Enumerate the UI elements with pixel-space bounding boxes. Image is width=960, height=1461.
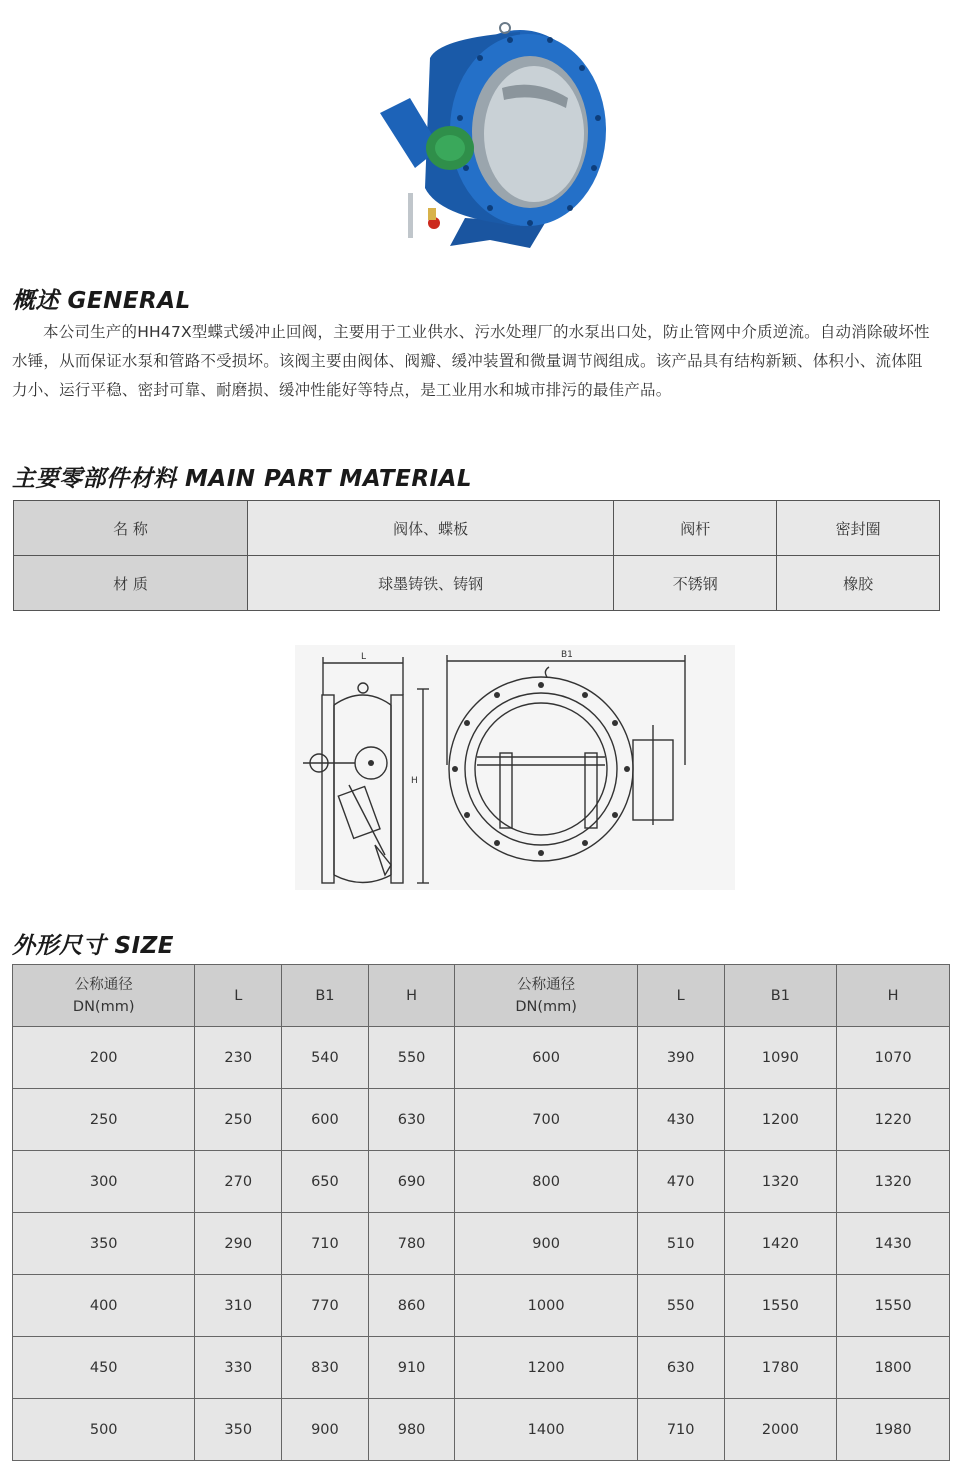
table-row bbox=[13, 1399, 950, 1461]
size-cell: 540 bbox=[282, 1027, 369, 1089]
size-cell: 1000 bbox=[455, 1275, 637, 1337]
size-cell: 510 bbox=[637, 1213, 724, 1275]
size-heading: 外形尺寸 SIZE bbox=[12, 933, 175, 959]
size-cell: 2000 bbox=[724, 1399, 837, 1461]
material-cell: 球墨铸铁、铸钢 bbox=[248, 556, 614, 611]
material-cell: 不锈钢 bbox=[614, 556, 777, 611]
table-row bbox=[14, 501, 940, 556]
header-dn: 公称通径 DN(mm) bbox=[13, 965, 195, 1027]
header-b1: B1 bbox=[282, 965, 369, 1027]
size-cell: 900 bbox=[455, 1213, 637, 1275]
table-row bbox=[13, 1213, 950, 1275]
material-cell: 阀杆 bbox=[614, 501, 777, 556]
size-cell: 1420 bbox=[724, 1213, 837, 1275]
material-cell: 阀体、蝶板 bbox=[248, 501, 614, 556]
size-cell: 650 bbox=[282, 1151, 369, 1213]
size-cell: 700 bbox=[455, 1089, 637, 1151]
material-cell: 密封圈 bbox=[777, 501, 940, 556]
table-row bbox=[13, 1337, 950, 1399]
materials-heading: 主要零部件材料 MAIN PART MATERIAL bbox=[12, 466, 473, 492]
size-cell: 450 bbox=[13, 1337, 195, 1399]
size-cell: 1800 bbox=[837, 1337, 950, 1399]
label-L: L bbox=[361, 652, 367, 662]
header-h: H bbox=[368, 965, 455, 1027]
size-cell: 1980 bbox=[837, 1399, 950, 1461]
size-cell: 290 bbox=[195, 1213, 282, 1275]
size-cell: 830 bbox=[282, 1337, 369, 1399]
size-cell: 1550 bbox=[837, 1275, 950, 1337]
size-cell: 630 bbox=[368, 1089, 455, 1151]
size-cell: 770 bbox=[282, 1275, 369, 1337]
table-row bbox=[14, 556, 940, 611]
material-cell: 橡胶 bbox=[777, 556, 940, 611]
size-cell: 600 bbox=[282, 1089, 369, 1151]
header-l: L bbox=[195, 965, 282, 1027]
size-cell: 330 bbox=[195, 1337, 282, 1399]
size-cell: 230 bbox=[195, 1027, 282, 1089]
size-cell: 710 bbox=[637, 1399, 724, 1461]
size-cell: 500 bbox=[13, 1399, 195, 1461]
size-cell: 780 bbox=[368, 1213, 455, 1275]
size-cell: 690 bbox=[368, 1151, 455, 1213]
size-cell: 1780 bbox=[724, 1337, 837, 1399]
materials-table bbox=[13, 500, 940, 611]
size-cell: 800 bbox=[455, 1151, 637, 1213]
table-row bbox=[13, 1275, 950, 1337]
label-B1: B1 bbox=[561, 650, 573, 660]
size-cell: 300 bbox=[13, 1151, 195, 1213]
size-cell: 1550 bbox=[724, 1275, 837, 1337]
size-cell: 1430 bbox=[837, 1213, 950, 1275]
table-row bbox=[13, 1089, 950, 1151]
size-cell: 980 bbox=[368, 1399, 455, 1461]
size-cell: 1070 bbox=[837, 1027, 950, 1089]
table-row bbox=[13, 1151, 950, 1213]
header-dn: 公称通径 DN(mm) bbox=[455, 965, 637, 1027]
size-cell: 1220 bbox=[837, 1089, 950, 1151]
size-cell: 1090 bbox=[724, 1027, 837, 1089]
material-cell: 材 质 bbox=[14, 556, 248, 611]
header-h: H bbox=[837, 965, 950, 1027]
size-cell: 310 bbox=[195, 1275, 282, 1337]
size-cell: 550 bbox=[368, 1027, 455, 1089]
size-cell: 430 bbox=[637, 1089, 724, 1151]
header-l: L bbox=[637, 965, 724, 1027]
size-cell: 270 bbox=[195, 1151, 282, 1213]
size-cell: 860 bbox=[368, 1275, 455, 1337]
size-cell: 470 bbox=[637, 1151, 724, 1213]
size-cell: 250 bbox=[13, 1089, 195, 1151]
size-cell: 1200 bbox=[455, 1337, 637, 1399]
material-cell: 名 称 bbox=[14, 501, 248, 556]
size-cell: 900 bbox=[282, 1399, 369, 1461]
header-b1: B1 bbox=[724, 965, 837, 1027]
general-description: 本公司生产的HH47X型蝶式缓冲止回阀，主要用于工业供水、污水处理厂的水泵出口处，防止管网中介质逆流。自动消除破坏性水锤，从而保证水泵和管路不受损坏。该阀主要由阀体、阀瓣、缓冲装置和微量调节阀组成。该产品具有结构新颖、体积小、流体阻力小、运行平稳、密封可靠、耐磨损、缓冲性能好等特点，是工业用水和城市排污的最佳产品。 bbox=[12, 323, 930, 399]
size-cell: 350 bbox=[13, 1213, 195, 1275]
size-cell: 550 bbox=[637, 1275, 724, 1337]
size-cell: 390 bbox=[637, 1027, 724, 1089]
size-cell: 630 bbox=[637, 1337, 724, 1399]
size-cell: 400 bbox=[13, 1275, 195, 1337]
size-cell: 710 bbox=[282, 1213, 369, 1275]
size-cell: 600 bbox=[455, 1027, 637, 1089]
size-cell: 1320 bbox=[837, 1151, 950, 1213]
size-cell: 350 bbox=[195, 1399, 282, 1461]
label-H: H bbox=[411, 776, 418, 786]
table-header-row bbox=[13, 965, 950, 1027]
size-cell: 1200 bbox=[724, 1089, 837, 1151]
general-heading: 概述 GENERAL bbox=[12, 288, 191, 314]
size-cell: 1400 bbox=[455, 1399, 637, 1461]
size-table bbox=[12, 964, 950, 1461]
table-row bbox=[13, 1027, 950, 1089]
size-cell: 250 bbox=[195, 1089, 282, 1151]
dimension-drawing bbox=[295, 645, 735, 890]
valve-product-image bbox=[370, 18, 610, 258]
size-cell: 910 bbox=[368, 1337, 455, 1399]
size-cell: 200 bbox=[13, 1027, 195, 1089]
size-cell: 1320 bbox=[724, 1151, 837, 1213]
